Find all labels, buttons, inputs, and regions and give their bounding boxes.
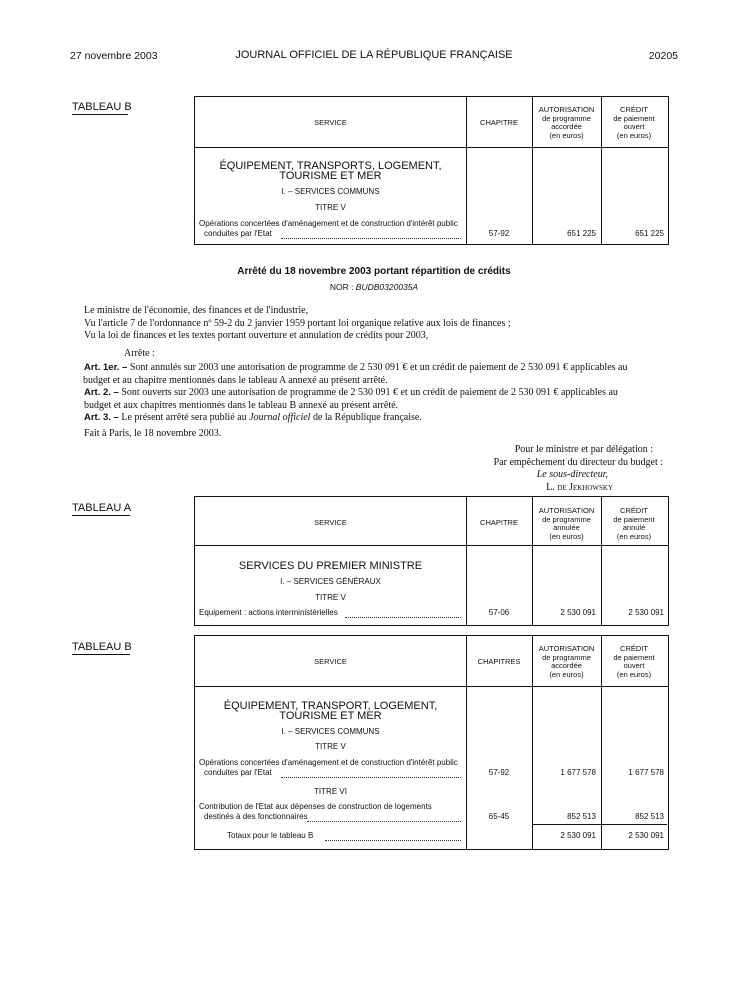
col-header-chapitre: CHAPITRE — [480, 118, 518, 127]
col-header-credit: CRÉDIT de paiement annulé (en euros) — [613, 506, 655, 541]
col-header-service: SERVICE — [314, 657, 347, 666]
tableau-b-tag: TABLEAU B — [72, 641, 132, 653]
row-autorisation: 651 225 — [567, 229, 596, 238]
arrete-intro: Le ministre de l'économie, des finances et de l'industrie, Vu l'article 7 de l'ordonnance nº 59-2 du 2 janvier 1959 portant loi organique relative aux lois de finances ; Vu la loi de finances et les textes portant ouverture et annulation de crédits pour 2003, — [84, 305, 511, 341]
row-label: Contribution de l'Etat aux dépenses de construction de logements — [199, 802, 432, 811]
section-title: I. – SERVICES COMMUNS — [281, 727, 380, 736]
fait-a-paris: Fait à Paris, le 18 novembre 2003. — [84, 428, 222, 439]
row-credit: 852 513 — [635, 812, 664, 821]
titre-v-label: TITRE V — [315, 742, 346, 751]
section-title: I. – SERVICES COMMUNS — [281, 187, 380, 196]
tableau-a-tag: TABLEAU A — [72, 502, 132, 514]
section-title: I. – SERVICES GÉNÉRAUX — [280, 577, 381, 586]
ministry-title: ÉQUIPEMENT, TRANSPORT, LOGEMENT, TOURISME ET MER — [223, 700, 438, 722]
row-chapitre: 65-45 — [488, 812, 510, 821]
titre-label: TITRE V — [315, 203, 346, 212]
col-header-autorisation: AUTORISATION de programme accordée (en euros) — [538, 644, 595, 679]
tableau-b-top-tag: TABLEAU B — [72, 101, 132, 113]
col-header-service: SERVICE — [314, 118, 347, 127]
row-label: Opérations concertées d'aménagement et de construction d'intérêt public — [199, 758, 458, 767]
col-header-credit: CRÉDIT de paiement ouvert (en euros) — [613, 644, 655, 679]
ministry-title: SERVICES DU PREMIER MINISTRE — [238, 560, 423, 572]
col-header-chapitres: CHAPITRES — [477, 657, 521, 666]
total-label: Totaux pour le tableau B — [227, 831, 314, 840]
row-autorisation: 852 513 — [567, 812, 596, 821]
article-3: Art. 3. – Le présent arrêté sera publié au Journal officiel de la République française. — [84, 412, 422, 423]
row-credit: 1 677 578 — [628, 768, 664, 777]
row-label-cont: destinés à des fonctionnaires — [204, 812, 308, 821]
col-header-service: SERVICE — [314, 518, 347, 527]
row-credit: 651 225 — [635, 229, 664, 238]
nor-reference: NOR : BUDB0320035A — [329, 282, 419, 292]
row-autorisation: 1 677 578 — [560, 768, 596, 777]
col-header-chapitre: CHAPITRE — [480, 518, 518, 527]
signature-block: Pour le ministre et par délégation : Par empêchement du directeur du budget : Le sous-directeur, L. de Jekhowsky — [493, 444, 663, 493]
arrete-title: Arrêté du 18 novembre 2003 portant répartition de crédits — [237, 266, 511, 277]
titre-vi-label: TITRE VI — [314, 787, 347, 796]
row-label-cont: conduites par l'Etat — [204, 768, 272, 777]
col-header-autorisation: AUTORISATION de programme accordée (en euros) — [538, 105, 595, 140]
row-chapitre: 57-92 — [488, 229, 510, 238]
tableau-b-top-table — [194, 96, 669, 245]
tableau-b-table — [194, 635, 669, 850]
header-journal-title: JOURNAL OFFICIEL DE LA RÉPUBLIQUE FRANÇAISE — [235, 49, 513, 61]
ministry-title: ÉQUIPEMENT, TRANSPORTS, LOGEMENT, TOURISME ET MER — [219, 160, 442, 182]
row-label-cont: conduites par l'Etat — [204, 229, 272, 238]
col-header-autorisation: AUTORISATION de programme annulée (en euros) — [538, 506, 595, 541]
titre-label: TITRE V — [315, 593, 346, 602]
row-label: Equipement : actions interministérielles — [199, 608, 338, 617]
col-header-credit: CRÉDIT de paiement ouvert (en euros) — [613, 105, 655, 140]
header-page-number: 20205 — [648, 50, 678, 62]
header-date: 27 novembre 2003 — [70, 50, 158, 62]
row-autorisation: 2 530 091 — [560, 608, 596, 617]
total-autorisation: 2 530 091 — [560, 831, 596, 840]
total-credit: 2 530 091 — [628, 831, 664, 840]
article-1: Art. 1er. – Sont annulés sur 2003 une autorisation de programme de 2 530 091 € et un crédit de paiement de 2 530 091 € applicables au budget et au chapitre mentionnés dans le tableau A annexé au présent arrêté. — [83, 362, 628, 386]
tableau-a-table — [194, 496, 669, 626]
row-credit: 2 530 091 — [628, 608, 664, 617]
arrete-word: Arrête : — [124, 348, 155, 359]
row-chapitre: 57-92 — [488, 768, 510, 777]
row-label: Opérations concertées d'aménagement et de construction d'intérêt public — [199, 219, 458, 228]
article-2: Art. 2. – Sont ouverts sur 2003 une autorisation de programme de 2 530 091 € et un crédit de paiement de 2 530 091 € applicables au budget et aux chapitres mentionnés dans le tableau B annexé au présent arrêté. — [84, 387, 618, 411]
row-chapitre: 57-06 — [488, 608, 510, 617]
